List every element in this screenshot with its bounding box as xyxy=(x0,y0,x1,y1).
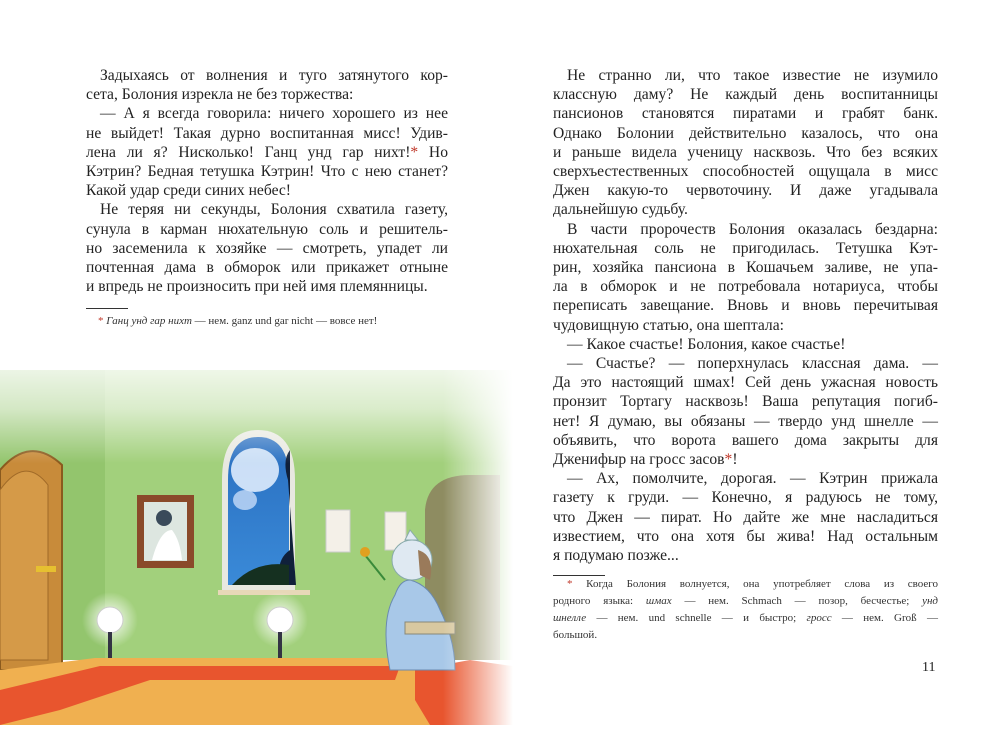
text-line xyxy=(553,239,938,258)
right-footnote xyxy=(553,576,938,644)
line-text: лена ли я? Нисколько! Ганц унд гар нихт! xyxy=(86,143,411,161)
text-line xyxy=(553,488,938,507)
line-text: В части пророчеств Болония оказалась бездарна: xyxy=(567,220,938,238)
line-text: известием, что она хотя бы жива! Над остальным xyxy=(553,527,938,545)
text-line xyxy=(86,277,448,296)
text-line xyxy=(553,85,938,104)
footnote-term: шмах xyxy=(645,595,672,607)
footnote-text: — нем. Schmach — позор, бесчестье; xyxy=(671,595,923,607)
line-text: газету к груди. — Конечно, я радуюсь не тому, xyxy=(553,489,938,507)
line-text: не выйдет! Такая дурно воспитанная мисс! Удив- xyxy=(86,124,448,142)
line-text: Не теряя ни секунды, Болония схватила газету, xyxy=(100,201,448,219)
text-line xyxy=(553,66,938,85)
text-line xyxy=(553,508,938,527)
text-line xyxy=(553,412,938,431)
line-text: Но xyxy=(418,143,448,161)
text-line xyxy=(86,85,448,104)
line-text: Какой удар среди синих небес! xyxy=(86,182,291,200)
line-text: дальнейшую судьбу. xyxy=(553,201,688,219)
line-text: пансионов становятся пиратами и грабят банк. xyxy=(553,105,938,123)
text-line xyxy=(86,124,448,143)
line-text: и раньше видела ученицу насквозь. Что без всяких xyxy=(553,143,938,161)
text-line xyxy=(553,104,938,123)
text-line xyxy=(553,258,938,277)
text-line xyxy=(553,392,938,411)
line-text: Задыхаясь от волнения и туго затянутого кор- xyxy=(100,67,448,84)
text-line xyxy=(86,66,448,85)
text-line xyxy=(553,354,938,373)
text-line xyxy=(553,373,938,392)
text-line xyxy=(553,296,938,315)
line-text: что Джен — пират. Но дайте же мне насладиться xyxy=(553,508,938,526)
line-text: ! xyxy=(732,451,738,469)
footnote-marker: * xyxy=(724,451,733,469)
footnote-text: — нем. und schnelle — и быстро; xyxy=(586,612,807,624)
text-line xyxy=(553,162,938,181)
text-line xyxy=(86,143,448,162)
footnote-term: унд xyxy=(922,595,938,607)
footnote-text: большой. xyxy=(553,629,598,641)
footnote-term: гросс xyxy=(806,612,832,624)
page-number: 11 xyxy=(922,660,936,675)
line-text: нюхательная соль не пригодилась. Тетушка Кэт- xyxy=(553,239,938,257)
text-line xyxy=(86,104,448,123)
text-line xyxy=(553,527,938,546)
line-text: рин, хозяйка пансиона в Кошачьем заливе, не упа- xyxy=(553,259,938,277)
footnote-marker: * xyxy=(98,315,104,327)
line-text: переписать завещание. Вновь и вновь перечитывая xyxy=(553,297,938,315)
line-text: сверхъестественных способностей ощущала в мисс xyxy=(553,163,938,181)
line-text: сунула в карман нюхательную соль и решитель- xyxy=(86,220,448,238)
text-line xyxy=(86,200,448,219)
text-line xyxy=(86,239,448,258)
left-footnote xyxy=(98,313,377,330)
line-text: но засеменила к хозяйке — смотреть, упадет ли xyxy=(86,239,448,257)
right-page-text xyxy=(553,66,938,565)
line-text: — Какое счастье! Болония, какое счастье! xyxy=(567,335,846,353)
line-text: пронзит Тортагу насквозь! Ваша репутация погиб- xyxy=(553,393,938,411)
footnote-marker: * xyxy=(410,143,419,161)
text-line xyxy=(553,220,938,239)
text-line xyxy=(553,124,938,143)
text-line xyxy=(553,200,938,219)
footnote-divider xyxy=(86,308,128,309)
footnote-term: Ганц унд гар нихт xyxy=(106,315,192,327)
line-text: классную даму? Не каждый день воспитанницы xyxy=(553,86,938,104)
text-line xyxy=(86,220,448,239)
footnote-text: — нем. ganz und gar nicht — вовсе нет! xyxy=(191,315,378,327)
text-line xyxy=(553,335,938,354)
line-text: Да это настоящий шмах! Сей день ужасная новость xyxy=(553,374,938,392)
line-text: почтенная дама в обморок или прикажет отныне xyxy=(86,259,448,277)
text-line xyxy=(553,143,938,162)
line-text: — Ах, помолчите, дорогая. — Кэтрин прижала xyxy=(567,470,938,488)
line-text: объявить, что ворота вашего дома закрыты для xyxy=(553,431,938,449)
text-line xyxy=(86,162,448,181)
line-text: — Счастье? — поперхнулась классная дама. — xyxy=(567,355,938,373)
left-page-text xyxy=(86,66,448,296)
line-text: и впредь не произносить при ней имя племянницы. xyxy=(86,278,428,296)
text-line xyxy=(553,316,938,335)
text-line xyxy=(553,450,938,469)
line-text: ла в обморок и не потребовала нотариуса, чтобы xyxy=(553,278,938,296)
line-text: Не странно ли, что такое известие не изумило xyxy=(567,67,938,84)
footnote-text: — нем. Groß — xyxy=(831,612,938,624)
footnote-term: шнелле xyxy=(553,612,587,624)
line-text: Дженифыр на гросс засов xyxy=(553,451,725,469)
text-line xyxy=(553,546,938,565)
footnote-marker: * xyxy=(567,578,573,590)
line-text: нет! Я думаю, вы обязаны — твердо унд шнелле — xyxy=(553,412,938,430)
line-text: я подумаю позже... xyxy=(553,547,679,565)
text-line xyxy=(86,258,448,277)
line-text: Джен какую-то червоточину. И даже угадывала xyxy=(553,182,938,200)
footnote-text: родного языка: xyxy=(553,595,646,607)
illustration-hallway-cat xyxy=(0,340,540,725)
text-line xyxy=(553,431,938,450)
line-text: Однако Болонии действительно казалось, что она xyxy=(553,124,938,142)
text-line xyxy=(86,181,448,200)
footnote-text: Когда Болония волнуется, она употребляет слова из своего xyxy=(572,578,938,590)
text-line xyxy=(553,469,938,488)
line-text: чудовищную статью, она шептала: xyxy=(553,316,784,334)
text-line xyxy=(553,181,938,200)
line-text: Кэтрин? Бедная тетушка Кэтрин! Что с нею станет? xyxy=(86,163,448,181)
text-line xyxy=(553,277,938,296)
line-text: сета, Болония изрекла не без торжества: xyxy=(86,86,354,104)
line-text: — А я всегда говорила: ничего хорошего из нее xyxy=(100,105,448,123)
